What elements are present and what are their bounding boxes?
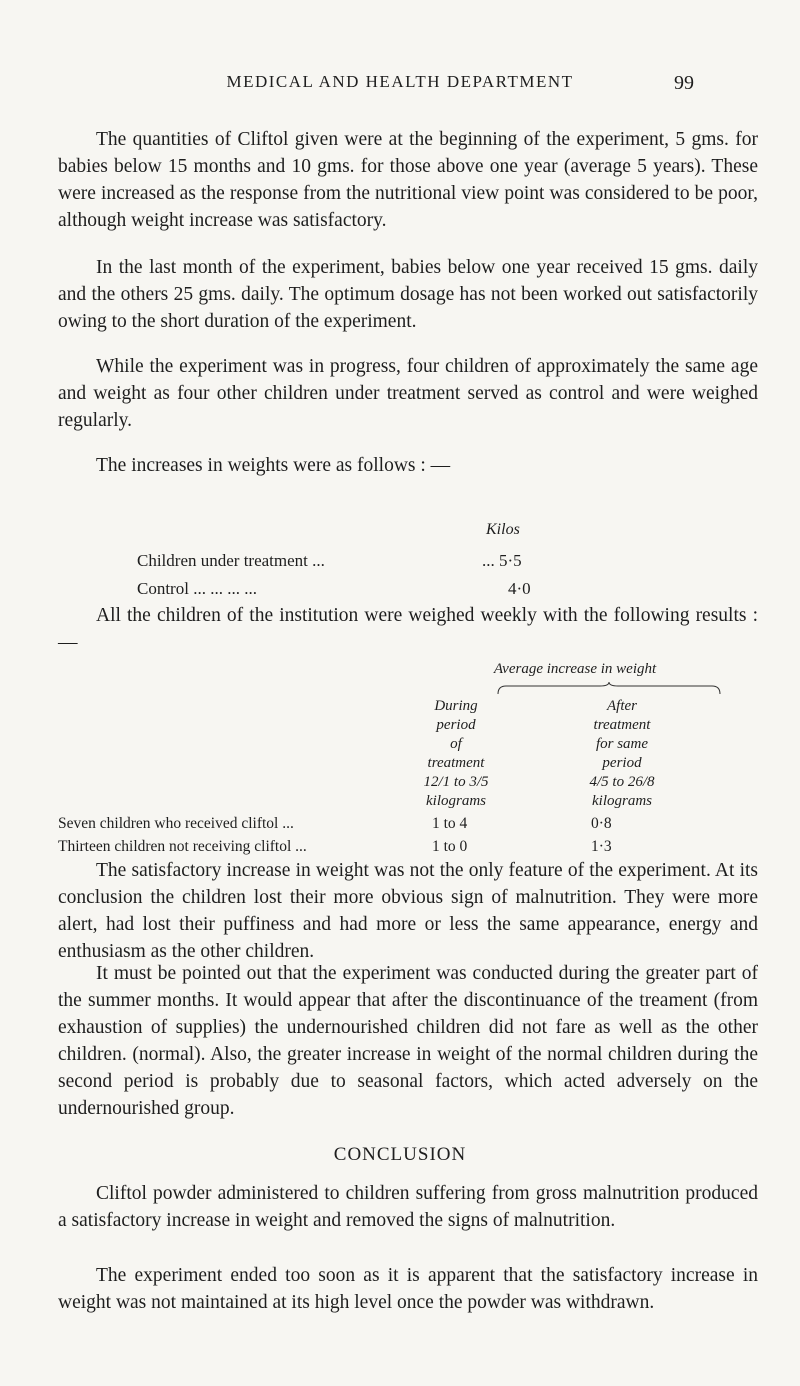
paragraph-text: The satisfactory increase in weight was not the only feature of the experiment. At its conclusion the children lost their more obvious sign of malnutrition. They were more alert, had lost their puffiness and had more or less the same appearance, energy and enthusiasm as the other children.	[58, 860, 758, 962]
col1-header-line: 12/1 to 3/5	[423, 774, 489, 790]
col1-header-line: During	[434, 698, 478, 714]
weight-row-after: 1·3	[591, 838, 612, 855]
kilos-row-label: Control ... ... ... ...	[137, 579, 257, 598]
heading-brace	[496, 682, 722, 696]
col1-header-line: period	[436, 717, 476, 733]
col2-header-line: treatment	[593, 717, 651, 733]
weight-row-during: 1 to 0	[432, 838, 468, 855]
weight-row-after: 0·8	[591, 815, 612, 832]
weight-table-col1-header	[406, 697, 506, 811]
paragraph-conclusion-ended: The experiment ended too soon as it is apparent that the satisfactory increase in weight was not maintained at its high level once the powder was withdrawn.	[58, 1265, 758, 1313]
paragraph-weekly-weighing: All the children of the institution were weighed weekly with the following results : —	[58, 605, 758, 653]
col2-header-line: kilograms	[592, 793, 652, 809]
paragraph-cliftol-quantities: The quantities of Cliftol given were at the beginning of the experiment, 5 gms. for babies below 15 months and 10 gms. for those above one year (average 5 years). These were increased as the response from the nutritional view point was considered to be poor, although weight increase was satisfactory.	[58, 129, 758, 231]
conclusion-title: CONCLUSION	[333, 1144, 467, 1165]
kilos-row-control	[137, 579, 531, 599]
paragraph-last-month-dosage: In the last month of the experiment, babies below one year received 15 gms. daily and the others 25 gms. daily. The optimum dosage has not been worked out satisfactorily owing to the short duration of the experiment.	[58, 257, 758, 332]
col2-header-line: for same	[595, 736, 649, 752]
weight-table-col2-header	[567, 697, 677, 811]
paragraph-summer-months: It must be pointed out that the experiment was conducted during the greater part of the summer months. It would appear that after the discontinuance of the treament (from exhaustion of supplies) the undernourished children did not fare as well as the other children. (normal). Also, the greater increase in weight of the normal children during the second period is probably due to seasonal factors, which acted adversely on the undernourished group.	[58, 963, 758, 1119]
weight-table-heading: Average increase in weight	[493, 661, 657, 677]
kilos-row-value: 4·0	[508, 579, 531, 598]
kilos-column-heading: Kilos	[486, 521, 520, 538]
running-header: MEDICAL AND HEALTH DEPARTMENT	[226, 72, 574, 91]
paragraph-control-group: While the experiment was in progress, four children of approximately the same age and weight as four other children under treatment served as control and were weighed regularly.	[58, 356, 758, 431]
weight-row-label: Thirteen children not receiving cliftol ...	[58, 838, 307, 855]
col2-header-line: 4/5 to 26/8	[589, 774, 655, 790]
col2-header-line: After	[607, 698, 637, 714]
paragraph-satisfactory-increase	[58, 857, 758, 965]
col1-header-line: kilograms	[426, 793, 486, 809]
weight-row-during: 1 to 4	[432, 815, 468, 832]
kilos-row-treatment	[137, 551, 522, 571]
weight-row-label: Seven children who received cliftol ...	[58, 815, 294, 832]
paragraph-conclusion-result: Cliftol powder administered to children suffering from gross malnutrition produced a satisfactory increase in weight and removed the signs of malnutrition.	[58, 1183, 758, 1231]
page-number: 99	[674, 72, 694, 94]
paragraph-weight-increases-intro: The increases in weights were as follows : —	[96, 455, 451, 476]
col1-header-line: of	[450, 736, 462, 752]
kilos-row-label: Children under treatment ...	[137, 551, 325, 570]
col1-header-line: treatment	[427, 755, 485, 771]
kilos-row-value: ... 5·5	[482, 551, 522, 570]
col2-header-line: period	[602, 755, 642, 771]
